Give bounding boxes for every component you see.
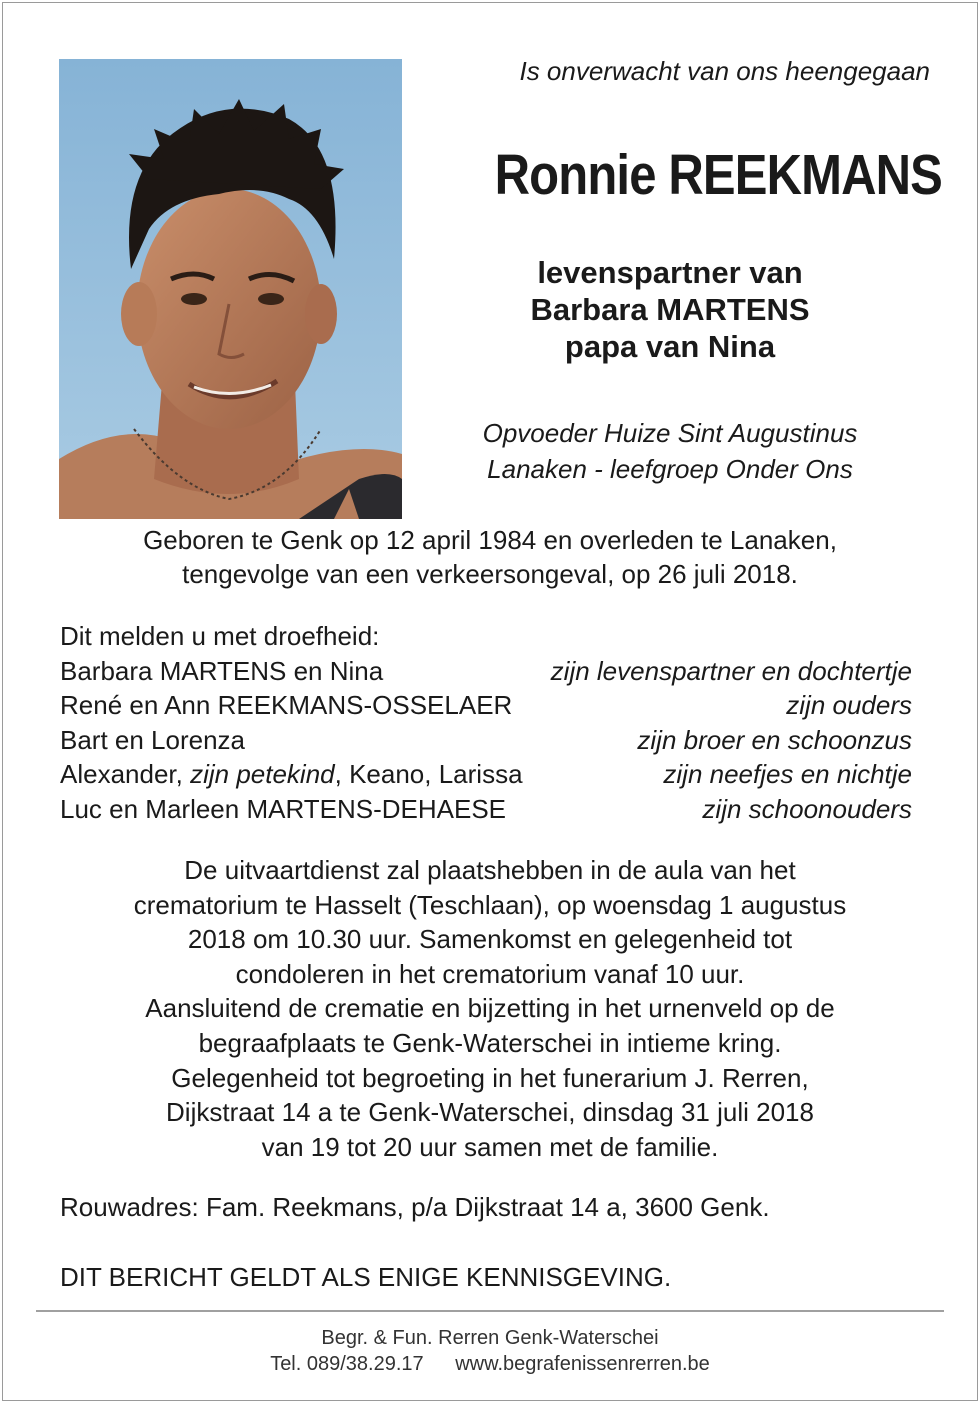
mourners-list — [60, 619, 912, 826]
funeral-home-name: Begr. & Fun. Rerren Genk-Waterschei — [321, 1327, 659, 1349]
mourner-names: Alexander, zijn petekind, Keano, Larissa — [60, 759, 523, 789]
service-line: 2018 om 10.30 uur. Samenkomst en gelegenheid tot — [187, 924, 793, 955]
portrait-photo — [59, 59, 402, 519]
footer-divider — [36, 1310, 944, 1312]
mourner-names: Luc en Marleen MARTENS-DEHAESE — [60, 793, 507, 824]
website-link[interactable]: www.begrafenissenrerren.be — [455, 1353, 710, 1375]
mourner-row — [60, 757, 912, 792]
service-line: begraafplaats te Genk-Waterschei in intieme kring. — [198, 1027, 782, 1058]
mourner-names: Barbara MARTENS en Nina — [60, 655, 384, 686]
occupation-block — [410, 415, 930, 487]
mourner-names: Bart en Lorenza — [60, 724, 246, 755]
intro-text: Is onverwacht van ons heengegaan — [519, 56, 930, 86]
birth-death-text — [40, 523, 940, 591]
mourners-intro: Dit melden u met droefheid: — [60, 621, 380, 651]
deceased-name: Ronnie REEKMANS — [494, 143, 942, 207]
occupation-line: Lanaken - leefgroep Onder Ons — [487, 454, 853, 484]
mourner-relation: zijn schoonouders — [702, 793, 912, 824]
funeral-home-footer — [40, 1325, 940, 1377]
relation-line: papa van Nina — [564, 329, 776, 364]
mourning-address: Rouwadres: Fam. Reekmans, p/a Dijkstraat 14 a, 3600 Genk. — [60, 1192, 770, 1222]
mourner-relation: zijn broer en schoonzus — [637, 724, 912, 755]
service-details — [40, 853, 940, 1164]
birth-line: tengevolge van een verkeersongeval, op 26 juli 2018. — [182, 559, 798, 589]
service-line: De uitvaartdienst zal plaatshebben in de aula van het — [184, 855, 796, 885]
mourner-row — [60, 723, 912, 758]
godchild-note: zijn petekind — [190, 759, 335, 789]
service-line: crematorium te Hasselt (Teschlaan), op woensdag 1 augustus — [133, 889, 847, 920]
mourner-relation: zijn ouders — [786, 690, 912, 720]
relations-block — [410, 254, 930, 365]
phone-number: Tel. 089/38.29.17 — [270, 1353, 424, 1375]
contact-line — [40, 1351, 940, 1377]
mourner-row — [60, 688, 912, 723]
service-line: Gelegenheid tot begroeting in het funerarium J. Rerren, — [171, 1062, 809, 1093]
mourner-names: René en Ann REEKMANS-OSSELAER — [60, 690, 513, 720]
occupation-line: Opvoeder Huize Sint Augustinus — [482, 418, 858, 448]
relation-line: levenspartner van — [537, 255, 803, 290]
notice-text: DIT BERICHT GELDT ALS ENIGE KENNISGEVING. — [60, 1262, 672, 1292]
mourner-relation: zijn neefjes en nichtje — [663, 759, 912, 789]
relation-line: Barbara MARTENS — [530, 292, 810, 327]
mourner-row — [60, 792, 912, 827]
service-line: Dijkstraat 14 a te Genk-Waterschei, dinsdag 31 juli 2018 — [166, 1097, 814, 1128]
birth-line: Geboren te Genk op 12 april 1984 en overleden te Lanaken, — [143, 525, 837, 555]
service-line: condoleren in het crematorium vanaf 10 uur. — [235, 958, 745, 989]
service-line: van 19 tot 20 uur samen met de familie. — [261, 1131, 719, 1162]
mourner-row — [60, 654, 912, 689]
service-line: Aansluitend de crematie en bijzetting in het urnenveld op de — [145, 993, 835, 1024]
mourner-relation: zijn levenspartner en dochtertje — [550, 655, 912, 686]
